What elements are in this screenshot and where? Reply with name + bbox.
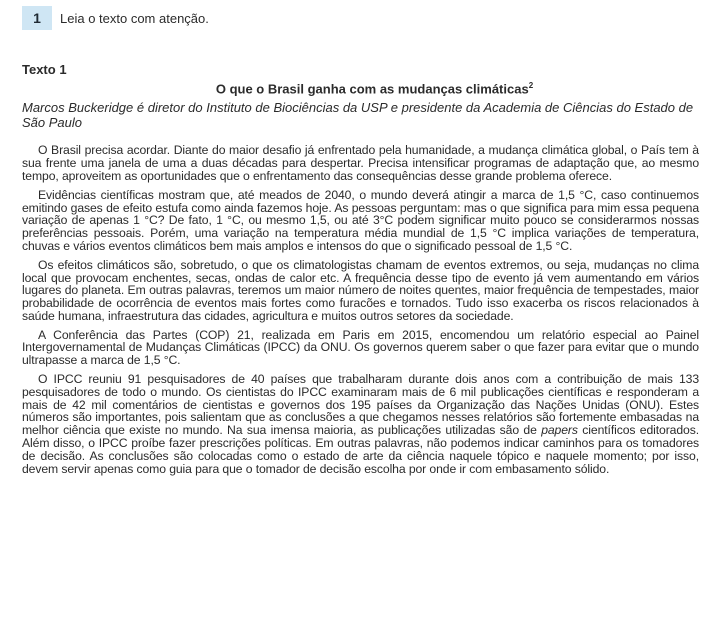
paragraph-1: O Brasil precisa acordar. Diante do maior desafio já enfrentado pela humanidade, a mudança climática global, o País tem à sua frente uma janela de uma a duas décadas para despertar. Precisa intensificar programas de adaptação que, ao mesmo tempo, aproveitem as oportunidades que o enfrentamento das consequências desse grande problema oferece. (22, 143, 699, 183)
paragraph-4: A Conferência das Partes (COP) 21, realizada em Paris em 2015, encomendou um relatório especial ao Painel Intergovernamental de Mudanças Climáticas (IPCC) da ONU. Os governos querem saber o que fazer para evitar que o mundo ultrapasse a marca de 1,5 °C. (22, 327, 699, 368)
paragraph-5-part-1: O IPCC reuniu 91 pesquisadores de 40 países que trabalharam durante dois anos com a contribuição de mais 133 pesquisadores de todo o mundo. Os cientistas do IPCC examinaram mais de 6 mil publicações científicas e responderam a mais de 42 mil comentários de cientistas e governos dos 195 países da Organização das Nações Unidas (ONU). Estes números são importantes, pois salientam que as conclusões a que chegamos nesses relatórios são fortemente embasadas na melhor ciência que existe no mundo. Na sua imensa maioria, as publicações utilizadas são de (22, 372, 699, 438)
paragraph-5-part-2: científicos editorados. Além disso, o IPCC proíbe fazer prescrições políticas. Em outras palavras, não podemos indicar caminhos para os tomadores de decisão. As conclusões são colocadas como o estado de arte da ciência naquele tópico e naquele momento; por isso, devem servir apenas como guia para que o tomador de decisão escolha por onde ir com embasamento sólido. (22, 423, 699, 476)
article-body (22, 144, 699, 475)
question-header (20, 6, 699, 30)
author-note: Marcos Buckeridge é diretor do Instituto de Biociências da USP e presidente da Academia de Ciências do Estado de São Paulo (22, 100, 694, 131)
paragraph-2: Evidências científicas mostram que, até meados de 2040, o mundo deverá atingir a marca de 1,5 °C, caso continuemos emitindo gases de efeito estufa como ainda fazemos hoje. As pessoas perguntam: mas o que significa para mim essa pequena variação de apenas 1 °C? De fato, 1 °C, ou mesmo 1,5, ou até 3°C podem significar muito pouco se considerarmos nossas preferências pessoais. Porém, uma variação na temperatura média mundial de 1,5 °C implica variações de temperatura, chuvas e vários eventos climáticos bem mais amplos e intensos do que o significado pessoal de 1,5 °C. (22, 187, 699, 253)
page (0, 6, 719, 624)
question-instruction: Leia o texto com atenção. (60, 10, 209, 26)
text-title (20, 81, 699, 96)
text-label: Texto 1 (22, 62, 67, 77)
paragraph-3: Os efeitos climáticos são, sobretudo, o que os climatologistas chamam de eventos extremos, ou seja, mudanças no clima local que provocam enchentes, secas, ondas de calor etc. A frequência desse tipo de evento já vem aumentando em vários lugares do planeta. Em outras palavras, teremos um maior número de noites quentes, maior frequência de tempestades, maior probabilidade de ocorrência de eventos mais fortes como furacões e tornados. Tudo isso exacerba os riscos relacionados à saúde humana, infraestrutura das cidades, agricultura e muitos outros setores da sociedade. (22, 257, 699, 323)
text-title-main: O que o Brasil ganha com as mudanças climáticas (215, 81, 529, 97)
paragraph-5-italic: papers (541, 423, 578, 438)
question-number-badge: 1 (22, 6, 52, 30)
paragraph-5 (22, 373, 699, 475)
title-footnote-ref: 2 (528, 81, 534, 90)
